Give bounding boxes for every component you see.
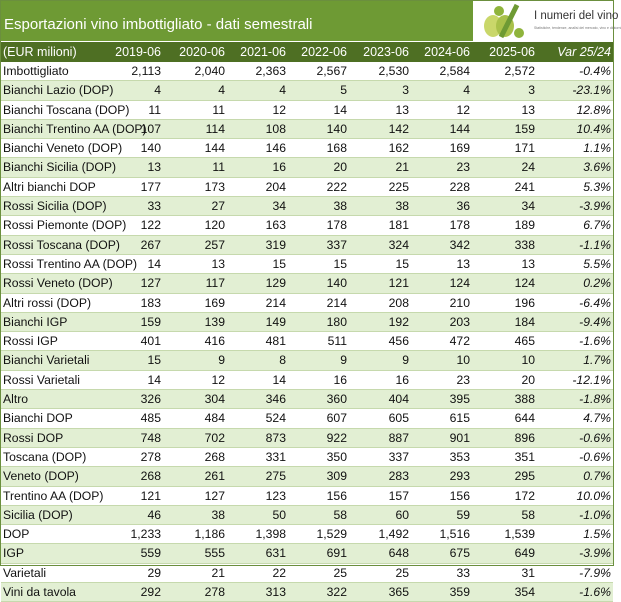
table-row [1, 197, 613, 216]
row-label: Altri bianchi DOP [3, 179, 96, 194]
table-row [1, 544, 613, 563]
variation-cell: 0.7% [583, 469, 611, 484]
row-label: Rossi Sicilia (DOP) [3, 199, 107, 214]
value-cell: 31 [521, 565, 535, 580]
table-row [1, 139, 613, 158]
value-cell: 173 [204, 179, 225, 194]
variation-cell: -1.6% [579, 334, 611, 349]
table-body [1, 62, 613, 602]
header-row [1, 42, 613, 62]
variation-cell: -1.1% [579, 237, 611, 252]
column-header: 2024-06 [424, 45, 470, 59]
value-cell: 114 [205, 121, 225, 136]
value-cell: 1,398 [255, 527, 286, 542]
value-cell: 2,113 [131, 64, 161, 78]
variation-cell: -12.1% [572, 372, 611, 387]
variation-cell: 0.2% [583, 276, 611, 291]
value-cell: 60 [395, 507, 409, 522]
value-cell: 20 [333, 160, 347, 175]
table-row [1, 371, 613, 390]
value-cell: 309 [326, 469, 347, 484]
table-row [1, 332, 613, 351]
value-cell: 120 [204, 218, 225, 233]
value-cell: 23 [456, 160, 470, 175]
row-label: Trentino AA (DOP) [3, 488, 104, 503]
table-row [1, 274, 613, 293]
value-cell: 10 [456, 353, 470, 368]
value-cell: 14 [147, 256, 161, 271]
value-cell: 127 [204, 488, 225, 503]
logo-name: I numeri del vino [534, 10, 619, 22]
table-row [1, 564, 613, 583]
column-header: 2022-06 [301, 45, 347, 59]
row-label: Altro [3, 392, 29, 407]
value-cell: 4 [154, 83, 161, 98]
unit-label: (EUR milioni) [3, 45, 77, 59]
value-cell: 9 [340, 353, 347, 368]
value-cell: 210 [449, 295, 470, 310]
row-label: Bianchi Varietali [3, 353, 90, 368]
value-cell: 14 [333, 102, 347, 117]
value-cell: 171 [514, 141, 535, 156]
row-label: Rossi DOP [3, 430, 64, 445]
value-cell: 342 [449, 237, 470, 252]
table-row [1, 525, 613, 544]
value-cell: 16 [395, 372, 409, 387]
value-cell: 702 [204, 430, 225, 445]
table-row [1, 236, 613, 255]
value-cell: 456 [388, 334, 409, 349]
value-cell: 163 [265, 218, 286, 233]
value-cell: 12 [272, 102, 286, 117]
value-cell: 648 [388, 546, 409, 561]
value-cell: 183 [140, 295, 161, 310]
value-cell: 9 [218, 353, 225, 368]
value-cell: 33 [456, 565, 470, 580]
variation-header: Var 25/24 [557, 45, 611, 59]
variation-cell: 4.7% [583, 411, 611, 426]
table-row [1, 313, 613, 332]
value-cell: 36 [456, 199, 470, 214]
value-cell: 9 [402, 353, 409, 368]
value-cell: 180 [326, 314, 347, 329]
value-cell: 873 [265, 430, 286, 445]
value-cell: 23 [456, 372, 470, 387]
row-label: Altri rossi (DOP) [3, 295, 92, 310]
value-cell: 159 [514, 121, 535, 136]
value-cell: 122 [140, 218, 161, 233]
value-cell: 401 [140, 334, 161, 349]
value-cell: 34 [272, 199, 286, 214]
value-cell: 922 [326, 430, 347, 445]
variation-cell: 3.6% [583, 160, 611, 175]
value-cell: 178 [326, 218, 347, 233]
value-cell: 15 [395, 256, 409, 271]
value-cell: 21 [395, 160, 409, 175]
value-cell: 241 [514, 179, 535, 194]
value-cell: 129 [265, 276, 286, 291]
value-cell: 169 [449, 141, 470, 156]
value-cell: 59 [456, 507, 470, 522]
value-cell: 38 [395, 199, 409, 214]
value-cell: 124 [514, 276, 535, 291]
table-row [1, 583, 613, 602]
variation-cell: 1.7% [583, 353, 611, 368]
column-header: 2025-06 [489, 45, 535, 59]
value-cell: 388 [514, 392, 535, 407]
variation-cell: -0.4% [579, 64, 611, 78]
value-cell: 615 [449, 411, 470, 426]
value-cell: 203 [449, 314, 470, 329]
value-cell: 261 [204, 469, 225, 484]
table-row [1, 158, 613, 177]
value-cell: 208 [388, 295, 409, 310]
value-cell: 117 [205, 276, 225, 291]
table-row [1, 62, 613, 81]
table-title: Esportazioni vino imbottigliato - dati semestrali [1, 1, 473, 41]
variation-cell: -3.9% [579, 546, 611, 561]
value-cell: 649 [514, 546, 535, 561]
table-row [1, 429, 613, 448]
value-cell: 50 [272, 507, 286, 522]
value-cell: 177 [140, 179, 161, 194]
value-cell: 511 [327, 334, 347, 349]
row-label: Imbottigliato [3, 64, 69, 78]
value-cell: 27 [211, 199, 225, 214]
value-cell: 8 [279, 353, 286, 368]
value-cell: 16 [333, 372, 347, 387]
value-cell: 1,516 [439, 527, 470, 542]
value-cell: 214 [326, 295, 347, 310]
table-row [1, 448, 613, 467]
value-cell: 189 [514, 218, 535, 233]
value-cell: 354 [514, 585, 535, 600]
value-cell: 257 [204, 237, 225, 252]
value-cell: 15 [147, 353, 161, 368]
value-cell: 268 [204, 449, 225, 464]
value-cell: 4 [218, 83, 225, 98]
value-cell: 13 [211, 256, 225, 271]
variation-cell: -23.1% [572, 83, 611, 98]
row-label: Veneto (DOP) [3, 469, 79, 484]
table-row [1, 467, 613, 486]
value-cell: 169 [204, 295, 225, 310]
value-cell: 29 [147, 565, 161, 580]
value-cell: 1,492 [378, 527, 409, 542]
value-cell: 351 [514, 449, 535, 464]
table-row [1, 487, 613, 506]
value-cell: 481 [265, 334, 286, 349]
table-row [1, 216, 613, 235]
value-cell: 142 [388, 121, 409, 136]
value-cell: 15 [272, 256, 286, 271]
value-cell: 3 [402, 83, 409, 98]
value-cell: 140 [326, 276, 347, 291]
variation-cell: -7.9% [579, 565, 611, 580]
value-cell: 3 [528, 83, 535, 98]
variation-cell: 1.1% [583, 141, 611, 156]
row-label: Bianchi Trentino AA (DOP) [3, 121, 147, 136]
value-cell: 184 [514, 314, 535, 329]
value-cell: 14 [147, 372, 161, 387]
value-cell: 292 [140, 585, 161, 600]
value-cell: 1,186 [194, 527, 225, 542]
row-label: Rossi Varietali [3, 372, 80, 387]
value-cell: 675 [449, 546, 470, 561]
value-cell: 178 [449, 218, 470, 233]
value-cell: 13 [395, 102, 409, 117]
variation-cell: -1.0% [579, 507, 611, 522]
value-cell: 225 [388, 179, 409, 194]
value-cell: 644 [514, 411, 535, 426]
value-cell: 268 [140, 469, 161, 484]
value-cell: 10 [521, 353, 535, 368]
value-cell: 278 [140, 449, 161, 464]
value-cell: 326 [140, 392, 161, 407]
value-cell: 313 [265, 585, 286, 600]
value-cell: 4 [279, 83, 286, 98]
value-cell: 58 [521, 507, 535, 522]
row-label: Rossi Veneto (DOP) [3, 276, 113, 291]
value-cell: 121 [388, 276, 409, 291]
value-cell: 15 [333, 256, 347, 271]
value-cell: 5 [340, 83, 347, 98]
variation-cell: 5.3% [583, 179, 611, 194]
value-cell: 156 [326, 488, 347, 503]
value-cell: 324 [388, 237, 409, 252]
value-cell: 2,567 [316, 64, 347, 78]
value-cell: 127 [140, 276, 161, 291]
value-cell: 168 [326, 141, 347, 156]
value-cell: 38 [211, 507, 225, 522]
value-cell: 11 [148, 102, 161, 117]
value-cell: 359 [449, 585, 470, 600]
value-cell: 144 [449, 121, 470, 136]
value-cell: 607 [326, 411, 347, 426]
value-cell: 337 [388, 449, 409, 464]
value-cell: 192 [388, 314, 409, 329]
table-row [1, 351, 613, 370]
value-cell: 159 [140, 314, 161, 329]
value-cell: 13 [521, 102, 535, 117]
value-cell: 283 [388, 469, 409, 484]
value-cell: 149 [265, 314, 286, 329]
column-header: 2023-06 [363, 45, 409, 59]
row-label: Bianchi Lazio (DOP) [3, 83, 114, 98]
value-cell: 13 [521, 256, 535, 271]
value-cell: 360 [326, 392, 347, 407]
logo [473, 1, 621, 41]
value-cell: 304 [204, 392, 225, 407]
value-cell: 293 [449, 469, 470, 484]
value-cell: 228 [449, 179, 470, 194]
variation-cell: 12.8% [576, 102, 611, 117]
value-cell: 605 [388, 411, 409, 426]
value-cell: 22 [272, 565, 286, 580]
value-cell: 25 [333, 565, 347, 580]
value-cell: 465 [514, 334, 535, 349]
value-cell: 346 [265, 392, 286, 407]
value-cell: 140 [140, 141, 161, 156]
value-cell: 4 [463, 83, 470, 98]
value-cell: 524 [265, 411, 286, 426]
value-cell: 146 [265, 141, 286, 156]
value-cell: 196 [514, 295, 535, 310]
value-cell: 34 [521, 199, 535, 214]
value-cell: 20 [521, 372, 535, 387]
value-cell: 365 [388, 585, 409, 600]
value-cell: 395 [449, 392, 470, 407]
row-label: Rossi Trentino AA (DOP) [3, 256, 138, 271]
value-cell: 46 [147, 507, 161, 522]
variation-cell: 6.7% [583, 218, 611, 233]
variation-cell: -0.6% [579, 430, 611, 445]
value-cell: 107 [140, 121, 161, 136]
value-cell: 331 [265, 449, 286, 464]
value-cell: 181 [388, 218, 409, 233]
value-cell: 58 [333, 507, 347, 522]
value-cell: 275 [265, 469, 286, 484]
value-cell: 485 [140, 411, 161, 426]
value-cell: 24 [521, 160, 535, 175]
row-label: Rossi Toscana (DOP) [3, 237, 120, 252]
value-cell: 2,572 [504, 64, 535, 78]
value-cell: 278 [204, 585, 225, 600]
value-cell: 157 [388, 488, 409, 503]
value-cell: 555 [204, 546, 225, 561]
value-cell: 1,539 [504, 527, 535, 542]
value-cell: 337 [326, 237, 347, 252]
table-row [1, 178, 613, 197]
column-header: 2020-06 [179, 45, 225, 59]
variation-cell: 10.0% [576, 488, 611, 503]
value-cell: 748 [140, 430, 161, 445]
value-cell: 484 [204, 411, 225, 426]
value-cell: 123 [265, 488, 286, 503]
row-label: Rossi Piemonte (DOP) [3, 218, 127, 233]
row-label: Vini da tavola [3, 585, 76, 600]
variation-cell: 10.4% [576, 121, 611, 136]
variation-cell: -1.6% [579, 585, 611, 600]
value-cell: 267 [140, 237, 161, 252]
value-cell: 11 [212, 102, 225, 117]
table-row [1, 101, 613, 120]
value-cell: 322 [326, 585, 347, 600]
value-cell: 16 [272, 160, 286, 175]
value-cell: 2,363 [255, 64, 286, 78]
value-cell: 2,040 [194, 64, 225, 78]
table-row [1, 409, 613, 428]
value-cell: 11 [212, 160, 225, 175]
table-row [1, 506, 613, 525]
variation-cell: 1.5% [583, 527, 611, 542]
row-label: Bianchi Veneto (DOP) [3, 141, 123, 156]
row-label: Toscana (DOP) [3, 449, 87, 464]
variation-cell: -9.4% [579, 314, 611, 329]
value-cell: 559 [140, 546, 161, 561]
value-cell: 691 [326, 546, 347, 561]
row-label: Sicilia (DOP) [3, 507, 73, 522]
value-cell: 21 [211, 565, 225, 580]
value-cell: 222 [326, 179, 347, 194]
value-cell: 14 [272, 372, 286, 387]
value-cell: 404 [388, 392, 409, 407]
row-label: Bianchi Toscana (DOP) [3, 102, 130, 117]
variation-cell: 5.5% [583, 256, 611, 271]
row-label: DOP [3, 527, 30, 542]
value-cell: 13 [147, 160, 161, 175]
column-header: 2019-06 [115, 45, 161, 59]
value-cell: 12 [211, 372, 225, 387]
column-header: 2021-06 [240, 45, 286, 59]
value-cell: 631 [265, 546, 286, 561]
value-cell: 124 [449, 276, 470, 291]
value-cell: 2,530 [378, 64, 409, 78]
value-cell: 1,233 [130, 527, 161, 542]
table-row [1, 294, 613, 313]
row-label: Varietali [3, 565, 47, 580]
table-row [1, 255, 613, 274]
value-cell: 338 [514, 237, 535, 252]
row-label: Rossi IGP [3, 334, 58, 349]
table-row [1, 390, 613, 409]
row-label: Bianchi Sicilia (DOP) [3, 160, 117, 175]
value-cell: 887 [388, 430, 409, 445]
value-cell: 204 [265, 179, 286, 194]
value-cell: 295 [514, 469, 535, 484]
value-cell: 1,529 [316, 527, 347, 542]
row-label: Bianchi IGP [3, 314, 68, 329]
value-cell: 350 [326, 449, 347, 464]
value-cell: 896 [514, 430, 535, 445]
value-cell: 25 [395, 565, 409, 580]
logo-tagline: Statistiche, tendenze, analisi del mercato, vino e dintorni [534, 26, 621, 30]
value-cell: 156 [449, 488, 470, 503]
value-cell: 162 [388, 141, 409, 156]
value-cell: 416 [204, 334, 225, 349]
row-label: IGP [3, 546, 24, 561]
value-cell: 121 [140, 488, 161, 503]
value-cell: 108 [265, 121, 286, 136]
wine-percent-logo-icon [473, 1, 531, 41]
value-cell: 353 [449, 449, 470, 464]
value-cell: 33 [147, 199, 161, 214]
table-row [1, 120, 613, 139]
row-label: Bianchi DOP [3, 411, 73, 426]
value-cell: 901 [449, 430, 470, 445]
value-cell: 472 [449, 334, 470, 349]
table-row [1, 81, 613, 100]
value-cell: 144 [204, 141, 225, 156]
value-cell: 172 [514, 488, 535, 503]
value-cell: 12 [456, 102, 470, 117]
value-cell: 13 [456, 256, 470, 271]
value-cell: 214 [265, 295, 286, 310]
value-cell: 139 [204, 314, 225, 329]
variation-cell: -1.8% [579, 392, 611, 407]
variation-cell: -3.9% [579, 199, 611, 214]
value-cell: 140 [326, 121, 347, 136]
value-cell: 319 [265, 237, 286, 252]
variation-cell: -6.4% [579, 295, 611, 310]
variation-cell: -0.6% [579, 449, 611, 464]
value-cell: 38 [333, 199, 347, 214]
value-cell: 2,584 [439, 64, 470, 78]
